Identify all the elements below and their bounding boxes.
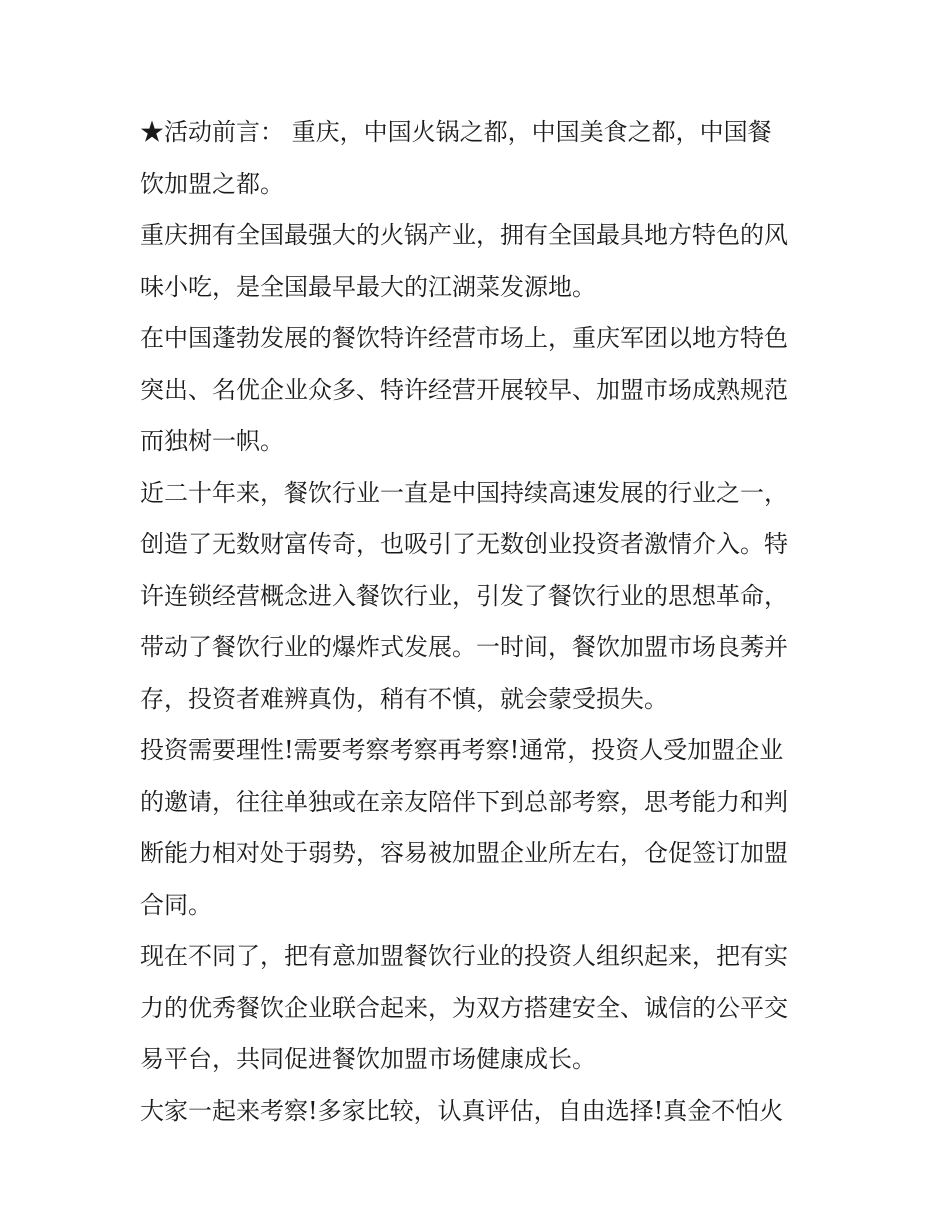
- text-line-history-2: 创造了无数财富传奇，也吸引了无数创业投资者激情介入。特: [140, 530, 788, 558]
- text-line-hotpot-2: 味小吃，是全国最早最大的江湖菜发源地。: [140, 272, 596, 301]
- text-line-franchise-3: 而独树一帜。: [140, 427, 284, 455]
- text-line-platform-2: 力的优秀餐饮企业联合起来，为双方搭建安全、诚信的公平交: [140, 993, 788, 1022]
- text-line-platform-3: 易平台，共同促进餐饮加盟市场健康成长。: [140, 1045, 596, 1073]
- text-line-intro-2: 饮加盟之都。: [140, 169, 284, 198]
- text-line-investment-3: 断能力相对处于弱势，容易被加盟企业所左右，仓促签订加盟: [140, 839, 788, 867]
- text-line-closing-1: 大家一起来考察!多家比较，认真评估，自由选择!真金不怕火: [140, 1096, 784, 1125]
- text-line-history-5: 存，投资者难辨真伪，稍有不慎，就会蒙受损失。: [140, 684, 668, 713]
- text-line-franchise-2: 突出、名优企业众多、特许经营开展较早、加盟市场成熟规范: [140, 375, 788, 404]
- text-line-investment-1: 投资需要理性!需要考察考察再考察!通常，投资人受加盟企业: [140, 736, 784, 764]
- text-line-history-4: 带动了餐饮行业的爆炸式发展。一时间，餐饮加盟市场良莠并: [140, 633, 788, 661]
- text-line-history-1: 近二十年来，餐饮行业一直是中国持续高速发展的行业之一，: [140, 478, 788, 507]
- document-body: [140, 107, 830, 1137]
- text-line-investment-2: 的邀请，往往单独或在亲友陪伴下到总部考察，思考能力和判: [140, 787, 788, 816]
- text-line-history-3: 许连锁经营概念进入餐饮行业，引发了餐饮行业的思想革命，: [140, 581, 788, 610]
- text-line-hotpot-1: 重庆拥有全国最强大的火锅产业，拥有全国最具地方特色的风: [140, 221, 788, 249]
- text-line-franchise-1: 在中国蓬勃发展的餐饮特许经营市场上，重庆军团以地方特色: [140, 324, 788, 352]
- text-line-platform-1: 现在不同了，把有意加盟餐饮行业的投资人组织起来，把有实: [140, 942, 788, 970]
- text-line-investment-4: 合同。: [140, 890, 212, 919]
- text-line-intro-1: ★活动前言： 重庆，中国火锅之都，中国美食之都，中国餐: [140, 118, 772, 146]
